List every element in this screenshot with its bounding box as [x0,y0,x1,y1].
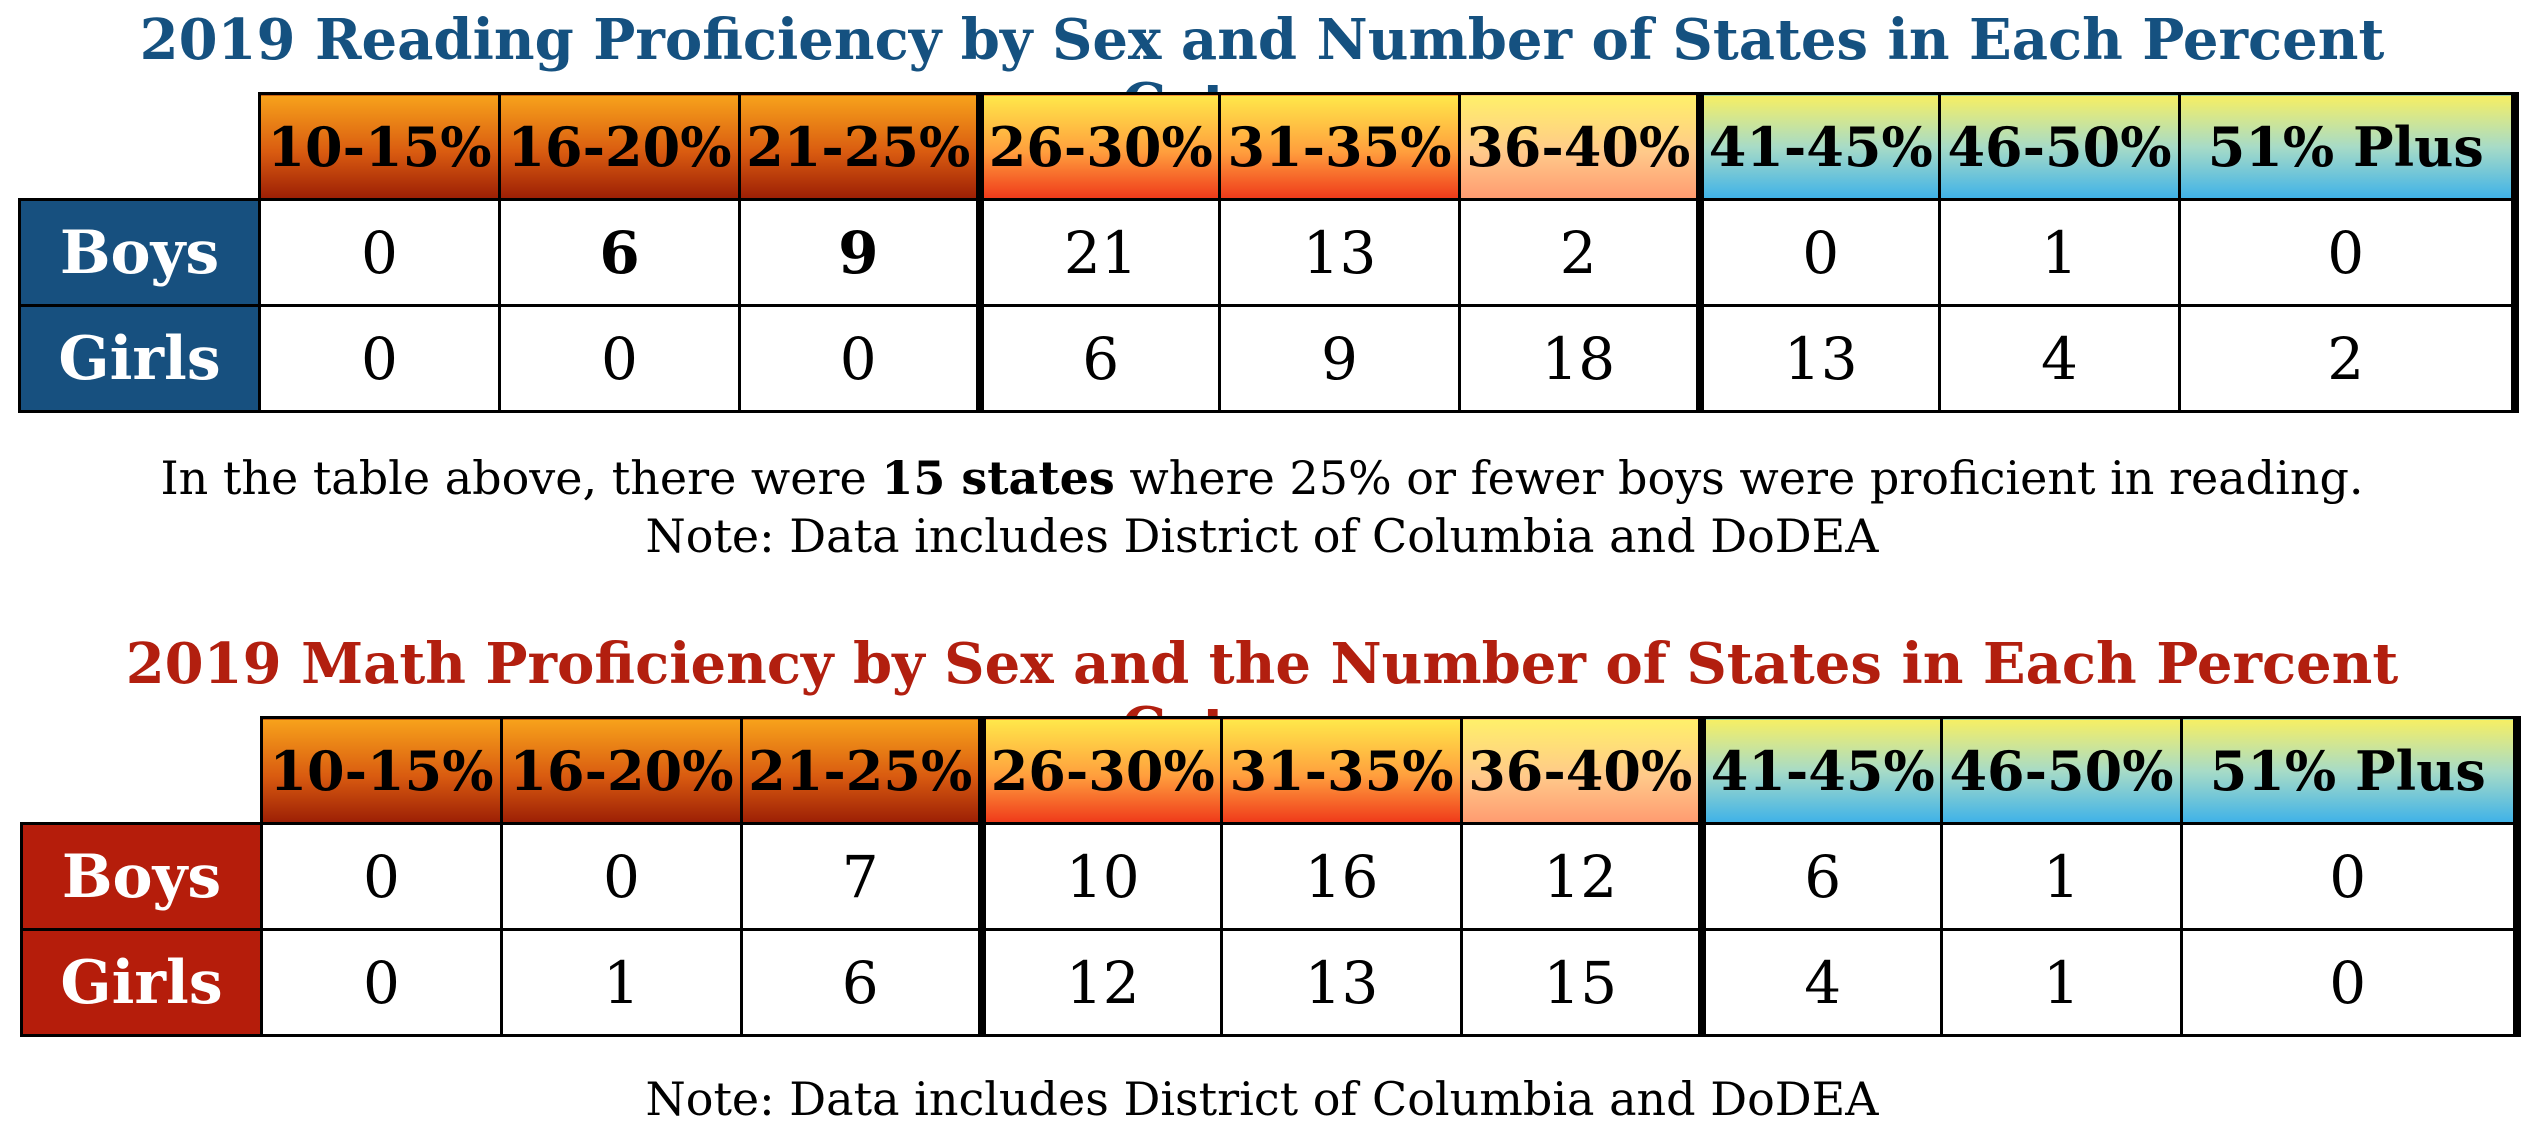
category-header: 51% Plus [2180,94,2515,200]
reading-title: 2019 Reading Proficiency by Sex and Number of States in Each Percent [139,7,2385,73]
table-cell: 0 [1700,200,1940,306]
table-cell: 18 [1460,306,1700,412]
row-label-girls: Girls [22,930,262,1036]
table-cell: 4 [1702,930,1942,1036]
table-cell: 1 [1942,824,2182,930]
category-header: 26-30% [982,718,1222,824]
table-cell: 12 [982,930,1222,1036]
category-header: 36-40% [1460,94,1700,200]
table-cell: 9 [740,200,980,306]
category-header: 31-35% [1222,718,1462,824]
table-cell: 13 [1222,930,1462,1036]
table-cell: 1 [1940,200,2180,306]
table-cell: 2 [2180,306,2515,412]
reading-caption [0,449,2524,507]
table-cell: 2 [1460,200,1700,306]
math-table [20,716,2521,1037]
table-cell: 0 [500,306,740,412]
table-row [22,930,2517,1036]
table-row [20,306,2515,412]
category-header: 46-50% [1940,94,2180,200]
category-header: 36-40% [1462,718,1702,824]
table-cell: 0 [2182,930,2517,1036]
table-cell: 16 [1222,824,1462,930]
corner-cell [20,94,260,200]
table-cell: 0 [262,824,502,930]
category-header: 41-45% [1702,718,1942,824]
table-cell: 0 [260,200,500,306]
category-header: 41-45% [1700,94,1940,200]
table-cell: 0 [2182,824,2517,930]
reading-table [18,92,2519,413]
table-cell: 15 [1462,930,1702,1036]
table-cell: 1 [502,930,742,1036]
table-cell: 7 [742,824,982,930]
table-cell: 12 [1462,824,1702,930]
table-row [20,200,2515,306]
category-header: 16-20% [500,94,740,200]
category-header: 31-35% [1220,94,1460,200]
table-cell: 6 [980,306,1220,412]
row-label-boys: Boys [22,824,262,930]
reading-header-row [20,94,2515,200]
table-cell: 0 [740,306,980,412]
table-cell: 6 [742,930,982,1036]
table-cell: 1 [1942,930,2182,1036]
table-cell: 0 [502,824,742,930]
category-header: 51% Plus [2182,718,2517,824]
math-note: Note: Data includes District of Columbia and DoDEA [645,1072,1879,1126]
table-row [22,824,2517,930]
row-label-boys: Boys [20,200,260,306]
table-cell: 0 [262,930,502,1036]
corner-cell [22,718,262,824]
table-cell: 6 [500,200,740,306]
category-header: 16-20% [502,718,742,824]
table-cell: 13 [1220,200,1460,306]
row-label-girls: Girls [20,306,260,412]
category-header: 21-25% [740,94,980,200]
table-cell: 6 [1702,824,1942,930]
caption-text: In the table above, there were [160,451,882,505]
table-cell: 21 [980,200,1220,306]
table-cell: 13 [1700,306,1940,412]
category-header: 10-15% [260,94,500,200]
table-cell: 9 [1220,306,1460,412]
table-cell: 10 [982,824,1222,930]
math-title: 2019 Math Proficiency by Sex and the Number of States in Each Percent [125,631,2399,697]
category-header: 46-50% [1942,718,2182,824]
math-header-row [22,718,2517,824]
category-header: 10-15% [262,718,502,824]
table-cell: 0 [2180,200,2515,306]
table-cell: 4 [1940,306,2180,412]
category-header: 21-25% [742,718,982,824]
caption-highlight: 15 states [881,451,1115,505]
caption-text: where 25% or fewer boys were proficient in reading. [1114,451,2364,505]
reading-note: Note: Data includes District of Columbia and DoDEA [645,509,1879,563]
table-cell: 0 [260,306,500,412]
category-header: 26-30% [980,94,1220,200]
